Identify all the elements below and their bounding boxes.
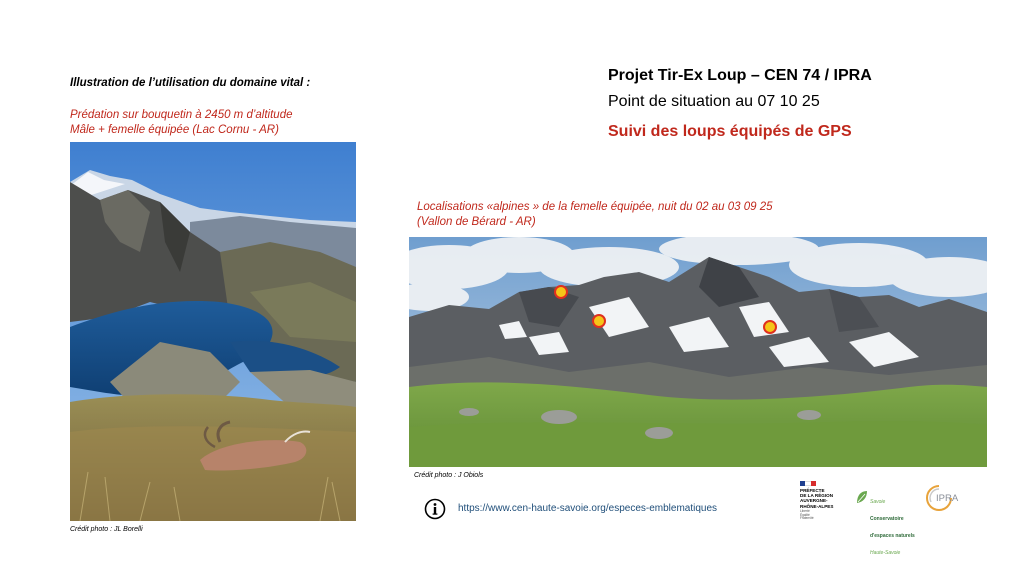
right-photo-credit: Crédit photo : J Obiols (414, 472, 484, 479)
page-title: Projet Tir-Ex Loup – CEN 74 / IPRA (608, 67, 872, 84)
ipra-logo (922, 482, 968, 514)
cen-logo-line4: Haute-Savoie (870, 549, 901, 556)
cen-logo-line1: Savoie (870, 499, 886, 506)
prefecture-logo (800, 481, 846, 523)
right-caption-line1: Localisations «alpines » de la femelle équipée, nuit du 02 au 03 09 25 (417, 201, 773, 213)
cen-logo-line3: d'espaces naturels (870, 532, 915, 539)
gps-marker (555, 286, 567, 298)
cen-logo-line2: Conservatoire (870, 515, 904, 522)
section-heading: Suivi des loups équipés de GPS (608, 123, 852, 140)
lake-cornu-photo (70, 142, 356, 521)
left-subcaption-line2: Mâle + femelle équipée (Lac Cornu - AR) (70, 124, 279, 136)
ipra-logo-text: IPRA (936, 493, 959, 504)
page-subtitle: Point de situation au 07 10 25 (608, 93, 820, 110)
left-subcaption-line1: Prédation sur bouquetin à 2450 m d’altitude (70, 109, 293, 121)
gps-marker (764, 321, 776, 333)
right-caption (417, 200, 772, 230)
left-heading: Illustration de l’utilisation du domaine vital : (70, 77, 311, 89)
website-link[interactable]: https://www.cen-haute-savoie.org/especes-emblematiques (458, 503, 718, 514)
gps-marker (593, 315, 605, 327)
info-circle-icon (424, 498, 446, 520)
cen-logo (856, 486, 918, 556)
left-photo-credit: Crédit photo : JL Borelli (70, 526, 143, 533)
prefecture-logo-motto: Liberté Égalité Fraternité (800, 508, 814, 521)
right-caption-line2: (Vallon de Bérard - AR) (417, 216, 536, 228)
french-flag-icon (800, 481, 816, 486)
left-subcaption (70, 108, 293, 138)
prefecture-logo-text: PRÉFECTE DE LA RÉGION AUVERGNE- RHÔNE-ALPES (800, 488, 834, 509)
leaf-icon (856, 490, 868, 504)
vallon-berard-panorama (409, 237, 987, 467)
